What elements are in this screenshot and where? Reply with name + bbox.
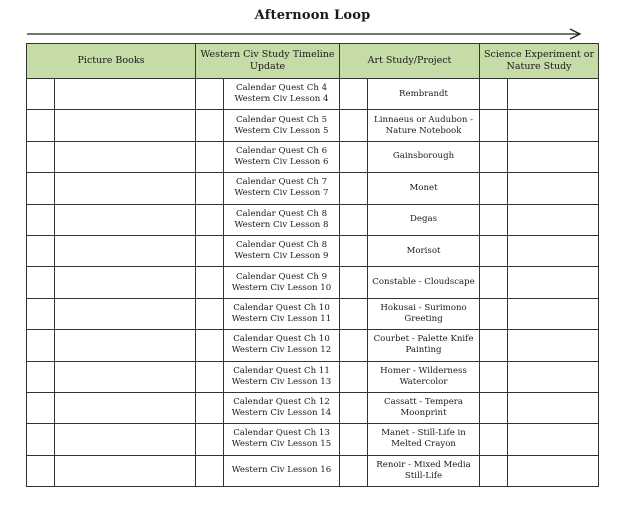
western-civ-text: Western Civ Lesson 14 (231, 408, 332, 419)
science-checkbox-cell[interactable] (480, 392, 508, 423)
western-civ-cell (224, 141, 340, 172)
western-civ-checkbox-cell[interactable] (196, 330, 224, 361)
table-row (27, 110, 599, 141)
picture-books-checkbox-cell[interactable] (27, 298, 55, 329)
science-cell[interactable] (508, 79, 599, 110)
picture-books-checkbox-cell[interactable] (27, 424, 55, 455)
art-study-cell (368, 235, 480, 266)
western-civ-text: Calendar Quest Ch 12 (233, 397, 330, 408)
western-civ-text: Western Civ Lesson 13 (231, 376, 332, 387)
science-cell[interactable] (508, 204, 599, 235)
art-study-cell (368, 267, 480, 298)
western-civ-text: Western Civ Lesson 5 (234, 125, 329, 136)
art-study-text: Monet (409, 182, 438, 193)
western-civ-text: Western Civ Lesson 16 (231, 465, 332, 476)
art-study-text: Renoir - Mixed Media (376, 459, 471, 470)
table-row (27, 141, 599, 172)
picture-books-checkbox-cell[interactable] (27, 79, 55, 110)
picture-books-checkbox-cell[interactable] (27, 141, 55, 172)
art-study-text: Watercolor (399, 376, 448, 387)
western-civ-text: Calendar Quest Ch 4 (235, 83, 328, 94)
picture-books-cell[interactable] (55, 141, 196, 172)
art-checkbox-cell[interactable] (340, 235, 368, 266)
header-science: Science Experiment or Nature Study (480, 44, 599, 79)
western-civ-cell (224, 267, 340, 298)
table-row (27, 79, 599, 110)
western-civ-text: Calendar Quest Ch 8 (235, 208, 328, 219)
right-arrow-icon (27, 27, 587, 41)
table-row (27, 235, 599, 266)
science-checkbox-cell[interactable] (480, 455, 508, 486)
science-cell[interactable] (508, 110, 599, 141)
art-study-cell (368, 298, 480, 329)
picture-books-cell[interactable] (55, 424, 196, 455)
western-civ-cell (224, 455, 340, 486)
art-study-cell (368, 361, 480, 392)
art-checkbox-cell[interactable] (340, 141, 368, 172)
western-civ-checkbox-cell[interactable] (196, 298, 224, 329)
art-study-text: Greeting (404, 313, 443, 324)
art-study-cell (368, 110, 480, 141)
western-civ-cell (224, 79, 340, 110)
western-civ-text: Calendar Quest Ch 9 (235, 271, 328, 282)
art-study-text: Gainsborough (392, 151, 455, 162)
western-civ-checkbox-cell[interactable] (196, 173, 224, 204)
western-civ-text: Calendar Quest Ch 11 (233, 365, 330, 376)
picture-books-cell[interactable] (55, 204, 196, 235)
science-checkbox-cell[interactable] (480, 267, 508, 298)
art-study-text: Melted Crayon (391, 439, 456, 450)
header-western-civ-label: Western Civ Study Timeline Update (200, 49, 335, 72)
art-study-cell (368, 424, 480, 455)
table-row (27, 173, 599, 204)
header-art-study: Art Study/Project (340, 44, 480, 79)
western-civ-cell (224, 110, 340, 141)
science-checkbox-cell[interactable] (480, 330, 508, 361)
western-civ-text: Western Civ Lesson 11 (231, 313, 332, 324)
picture-books-checkbox-cell[interactable] (27, 204, 55, 235)
western-civ-text: Western Civ Lesson 15 (231, 439, 332, 450)
art-study-cell (368, 79, 480, 110)
picture-books-cell[interactable] (55, 298, 196, 329)
science-checkbox-cell[interactable] (480, 79, 508, 110)
art-checkbox-cell[interactable] (340, 424, 368, 455)
science-cell[interactable] (508, 424, 599, 455)
afternoon-loop-table (26, 43, 599, 487)
western-civ-text: Calendar Quest Ch 10 (233, 334, 330, 345)
science-cell[interactable] (508, 392, 599, 423)
art-study-cell (368, 204, 480, 235)
art-study-text: Morisot (406, 245, 441, 256)
science-cell[interactable] (508, 267, 599, 298)
western-civ-text: Calendar Quest Ch 10 (233, 302, 330, 313)
header-western-civ (196, 44, 340, 79)
art-checkbox-cell[interactable] (340, 330, 368, 361)
western-civ-checkbox-cell[interactable] (196, 141, 224, 172)
picture-books-checkbox-cell[interactable] (27, 392, 55, 423)
art-study-text: Moonprint (400, 408, 447, 419)
western-civ-text: Western Civ Lesson 9 (234, 251, 329, 262)
art-study-text: Nature Notebook (385, 125, 462, 136)
art-study-text: Cassatt - Tempera (384, 397, 464, 408)
art-checkbox-cell[interactable] (340, 392, 368, 423)
picture-books-cell[interactable] (55, 235, 196, 266)
science-checkbox-cell[interactable] (480, 173, 508, 204)
western-civ-text: Calendar Quest Ch 5 (235, 114, 328, 125)
western-civ-cell (224, 204, 340, 235)
science-checkbox-cell[interactable] (480, 204, 508, 235)
picture-books-cell[interactable] (55, 361, 196, 392)
art-study-cell (368, 392, 480, 423)
western-civ-cell (224, 424, 340, 455)
western-civ-text: Western Civ Lesson 10 (231, 282, 332, 293)
art-checkbox-cell[interactable] (340, 204, 368, 235)
table-row (27, 267, 599, 298)
picture-books-checkbox-cell[interactable] (27, 267, 55, 298)
art-checkbox-cell[interactable] (340, 173, 368, 204)
picture-books-checkbox-cell[interactable] (27, 110, 55, 141)
western-civ-cell (224, 330, 340, 361)
picture-books-checkbox-cell[interactable] (27, 330, 55, 361)
art-study-cell (368, 330, 480, 361)
picture-books-cell[interactable] (55, 330, 196, 361)
art-study-text: Still-Life (404, 470, 443, 481)
art-checkbox-cell[interactable] (340, 267, 368, 298)
western-civ-text: Western Civ Lesson 7 (234, 188, 329, 199)
western-civ-checkbox-cell[interactable] (196, 235, 224, 266)
western-civ-checkbox-cell[interactable] (196, 392, 224, 423)
art-study-text: Manet - Still-Life in (381, 428, 466, 439)
table-row (27, 361, 599, 392)
western-civ-cell (224, 235, 340, 266)
art-study-text: Hokusai - Surimono (380, 302, 467, 313)
art-study-text: Degas (410, 214, 438, 225)
art-study-text: Homer - Wilderness (380, 365, 467, 376)
western-civ-text: Western Civ Lesson 12 (231, 345, 332, 356)
table-row (27, 204, 599, 235)
picture-books-cell[interactable] (55, 267, 196, 298)
science-cell[interactable] (508, 298, 599, 329)
picture-books-cell[interactable] (55, 173, 196, 204)
science-cell[interactable] (508, 173, 599, 204)
art-checkbox-cell[interactable] (340, 298, 368, 329)
western-civ-text: Western Civ Lesson 6 (234, 156, 329, 167)
science-checkbox-cell[interactable] (480, 141, 508, 172)
header-row (27, 44, 599, 79)
page-title: Afternoon Loop (254, 8, 371, 23)
table-row (27, 455, 599, 486)
picture-books-checkbox-cell[interactable] (27, 173, 55, 204)
western-civ-checkbox-cell[interactable] (196, 267, 224, 298)
science-cell[interactable] (508, 361, 599, 392)
western-civ-cell (224, 361, 340, 392)
science-checkbox-cell[interactable] (480, 110, 508, 141)
science-checkbox-cell[interactable] (480, 298, 508, 329)
science-checkbox-cell[interactable] (480, 235, 508, 266)
table-row (27, 330, 599, 361)
science-cell[interactable] (508, 455, 599, 486)
picture-books-cell[interactable] (55, 110, 196, 141)
western-civ-text: Calendar Quest Ch 7 (235, 177, 328, 188)
western-civ-text: Calendar Quest Ch 13 (233, 428, 330, 439)
western-civ-checkbox-cell[interactable] (196, 110, 224, 141)
western-civ-text: Calendar Quest Ch 6 (235, 145, 328, 156)
art-checkbox-cell[interactable] (340, 79, 368, 110)
picture-books-checkbox-cell[interactable] (27, 361, 55, 392)
science-checkbox-cell[interactable] (480, 424, 508, 455)
picture-books-cell[interactable] (55, 79, 196, 110)
art-study-text: Rembrandt (399, 88, 448, 99)
table-row (27, 392, 599, 423)
western-civ-cell (224, 392, 340, 423)
picture-books-cell[interactable] (55, 455, 196, 486)
art-study-text: Courbet - Palette Knife (373, 334, 474, 345)
art-study-text: Constable - Cloudscape (372, 277, 475, 288)
art-study-text: Painting (405, 345, 442, 356)
header-picture-books: Picture Books (27, 44, 196, 79)
table-row (27, 298, 599, 329)
science-cell[interactable] (508, 235, 599, 266)
art-study-text: Linnaeus or Audubon - (374, 114, 474, 125)
table-row (27, 424, 599, 455)
western-civ-checkbox-cell[interactable] (196, 361, 224, 392)
art-checkbox-cell[interactable] (340, 361, 368, 392)
western-civ-cell (224, 173, 340, 204)
western-civ-text: Calendar Quest Ch 8 (235, 240, 328, 251)
western-civ-checkbox-cell[interactable] (196, 455, 224, 486)
western-civ-text: Western Civ Lesson 4 (234, 94, 329, 105)
art-study-cell (368, 173, 480, 204)
western-civ-cell (224, 298, 340, 329)
science-checkbox-cell[interactable] (480, 361, 508, 392)
western-civ-text: Western Civ Lesson 8 (234, 219, 329, 230)
art-study-cell (368, 141, 480, 172)
art-checkbox-cell[interactable] (340, 455, 368, 486)
picture-books-checkbox-cell[interactable] (27, 455, 55, 486)
art-study-cell (368, 455, 480, 486)
western-civ-checkbox-cell[interactable] (196, 204, 224, 235)
western-civ-checkbox-cell[interactable] (196, 79, 224, 110)
picture-books-checkbox-cell[interactable] (27, 235, 55, 266)
picture-books-cell[interactable] (55, 392, 196, 423)
art-checkbox-cell[interactable] (340, 110, 368, 141)
science-cell[interactable] (508, 330, 599, 361)
science-cell[interactable] (508, 141, 599, 172)
western-civ-checkbox-cell[interactable] (196, 424, 224, 455)
